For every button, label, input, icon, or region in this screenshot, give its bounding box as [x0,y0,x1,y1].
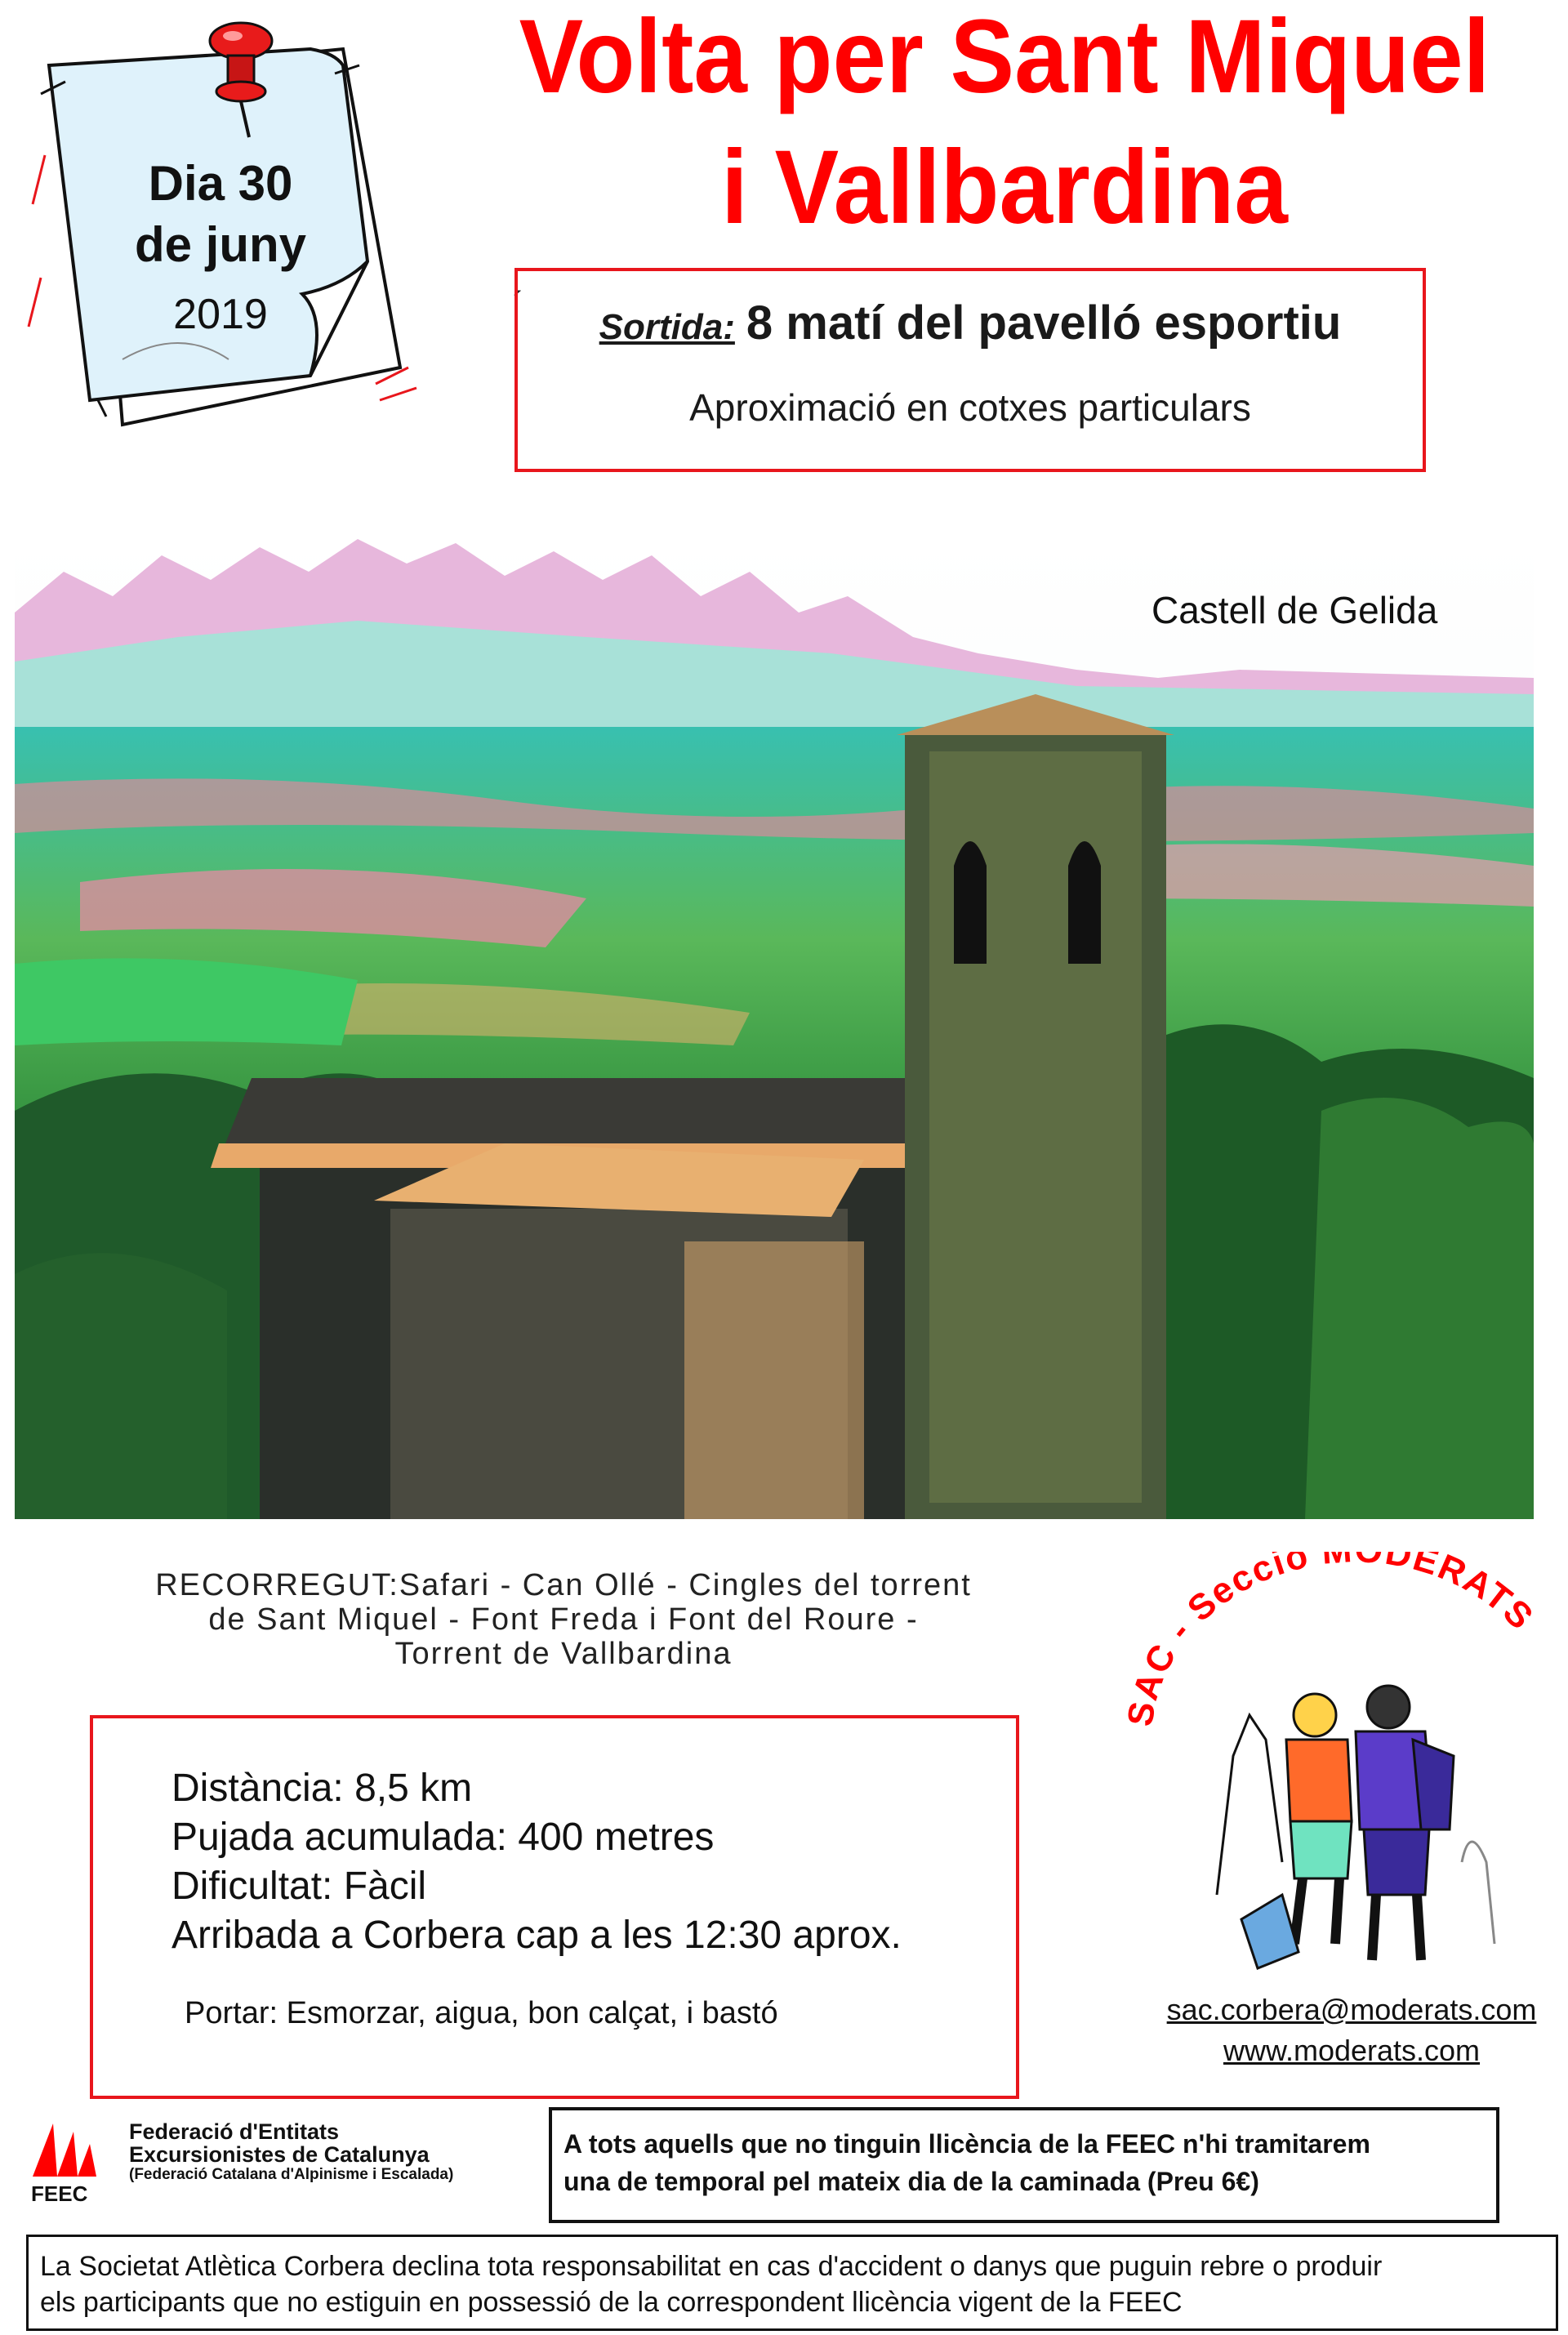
sac-moderats-logo [1119,1552,1568,2009]
hike-info-box [90,1715,1019,2099]
title-line-2: i Vallbardina [721,129,1288,246]
info-arrival: Arribada a Corbera cap a les 12:30 aprox. [172,1914,902,1957]
hikers-illustration [1119,1552,1568,2009]
feec-logo [24,2107,106,2205]
departure-line [518,296,1423,350]
license-line-1: A tots aquells que no tinguin llicència de la FEEC n'hi tramitarem [564,2129,1370,2159]
feec-mountain-icon [24,2107,106,2205]
route-description [16,1568,1111,1671]
castle-landscape-illustration [15,539,1534,1519]
route-line-2: de Sant Miquel - Font Freda i Font del Roure - [208,1602,919,1637]
disclaimer-line-1: La Societat Atlètica Corbera declina tota responsabilitat en cas d'accident o danys que puguin rebre o produir [40,2251,1383,2282]
photo-caption: Castell de Gelida [1152,589,1438,631]
page-title [501,0,1508,253]
transport-note: Aproximació en cotxes particulars [689,386,1251,429]
departure-label: Sortida: [599,307,735,347]
feec-subtitle: (Federació Catalana d'Alpinisme i Escalada) [129,2166,454,2183]
departure-mark: ´ [513,286,524,322]
feec-name-line-1: Federació d'Entitats [129,2119,339,2144]
disclaimer-text [40,2248,1551,2320]
disclaimer-box [26,2235,1558,2331]
date-month: de juny [134,217,307,272]
feec-name [129,2120,430,2166]
pushpin-icon [192,16,290,139]
license-line-2: una de temporal pel mateix dia de la caminada (Preu 6€) [564,2167,1259,2196]
license-notice-box [549,2107,1499,2223]
departure-box [514,268,1426,472]
departure-value: 8 matí del pavelló esportiu [746,296,1342,350]
contact-email-link[interactable]: sac.corbera@moderats.com [1166,1993,1537,2026]
feec-name-line-2: Excursionistes de Catalunya [129,2142,430,2167]
info-bring: Portar: Esmorzar, aigua, bon calçat, i bastó [185,1996,778,2030]
info-distance: Distància: 8,5 km [172,1767,473,1810]
title-line-1: Volta per Sant Miquel [519,0,1490,115]
sac-arc-text: SAC - Secció DERATS [1120,1552,1542,1729]
info-climb: Pujada acumulada: 400 metres [172,1816,715,1859]
date-note [16,16,441,457]
date-day: Dia 30 [148,156,293,211]
license-notice-text [564,2125,1486,2200]
disclaimer-line-2: els participants que no estiguin en possessió de la correspondent llicència vigent de la FEEC [40,2287,1183,2318]
route-line-1: RECORREGUT:Safari - Can Ollé - Cingles del torrent [155,1568,972,1602]
info-difficulty: Dificultat: Fàcil [172,1865,427,1908]
date-year: 2019 [173,291,268,338]
landscape-photo [15,539,1534,1519]
feec-abbr: FEEC [31,2181,88,2205]
contact-website-link[interactable]: www.moderats.com [1223,2034,1481,2067]
route-line-3: Torrent de Vallbardina [394,1637,733,1671]
